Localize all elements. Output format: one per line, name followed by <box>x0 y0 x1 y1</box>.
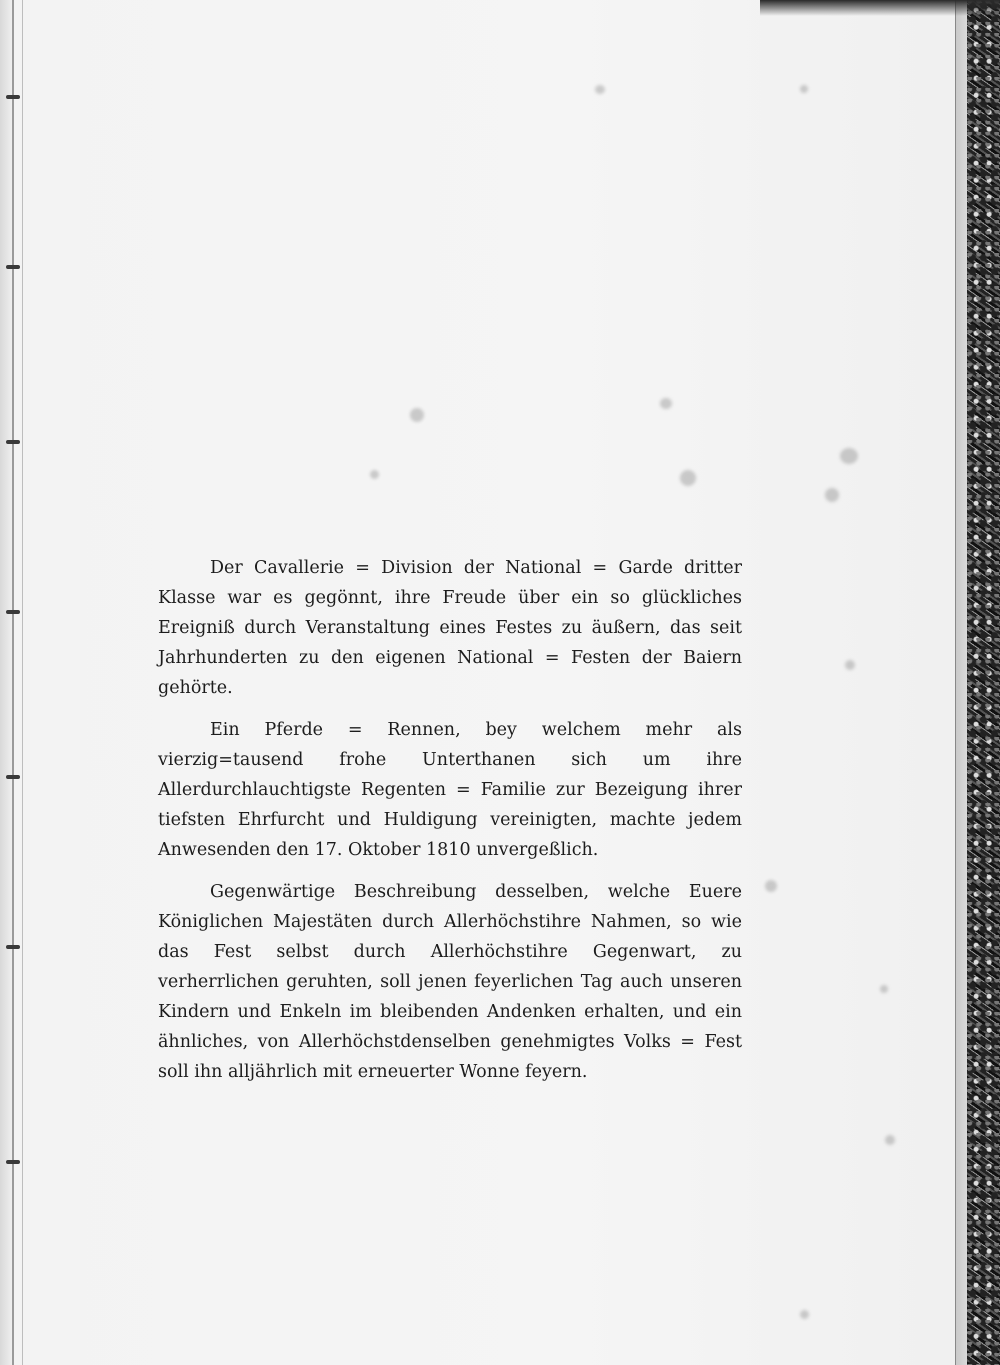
binding-stitch <box>6 1160 20 1164</box>
foxing-spot <box>800 1310 809 1319</box>
marbled-cover <box>967 0 1000 1365</box>
foxing-spot <box>885 1135 895 1145</box>
scan-shadow <box>760 0 1000 16</box>
binding-gutter-inner <box>22 0 23 1365</box>
foxing-spot <box>765 880 777 892</box>
foxing-spot <box>410 408 424 422</box>
foxing-spot <box>825 488 839 502</box>
foxing-spot <box>845 660 855 670</box>
binding-stitch <box>6 440 20 444</box>
paragraph: Der Cavallerie = Division der National = Garde dritter Klasse war es gegönnt, ihre Freude über ein so glückliches Ereigniß durch Veranstaltung eines Festes zu äußern, das seit Jahrhunderten zu den eigenen National = Festen der Baiern gehörte. <box>158 558 742 698</box>
foxing-spot <box>840 448 858 464</box>
dedication-text <box>158 553 742 1099</box>
foxing-spot <box>370 470 379 479</box>
binding-stitch <box>6 610 20 614</box>
foxing-spot <box>800 85 808 93</box>
binding-stitch <box>6 945 20 949</box>
binding-stitch <box>6 95 20 99</box>
foxing-spot <box>880 985 888 993</box>
binding-stitch <box>6 265 20 269</box>
foxing-spot <box>660 398 672 409</box>
foxing-spot <box>595 85 605 94</box>
foxing-spot <box>680 470 696 486</box>
paragraph: Ein Pferde = Rennen, bey welchem mehr als vierzig=tausend frohe Unterthanen sich um ihre Allerdurchlauchtigste Regenten = Familie zur Bezeigung ihrer tiefsten Ehrfurcht und Huldigung vereinigten, machte jedem Anwesenden den 17. Oktober 1810 unvergeßlich. <box>158 720 742 860</box>
binding-stitch <box>6 775 20 779</box>
paragraph: Gegenwärtige Beschreibung desselben, welche Euere Königlichen Majestäten durch Allerhöchstihre Nahmen, so wie das Fest selbst durch Allerhöchstihre Gegenwart, zu verherrlichen geruhten, soll jenen feyerlichen Tag auch unseren Kindern und Enkeln im bleibenden Andenken erhalten, und ein ähnliches, von Allerhöchstdenselben genehmigtes Volks = Fest soll ihn alljährlich mit erneuerter Wonne feyern. <box>158 882 742 1082</box>
